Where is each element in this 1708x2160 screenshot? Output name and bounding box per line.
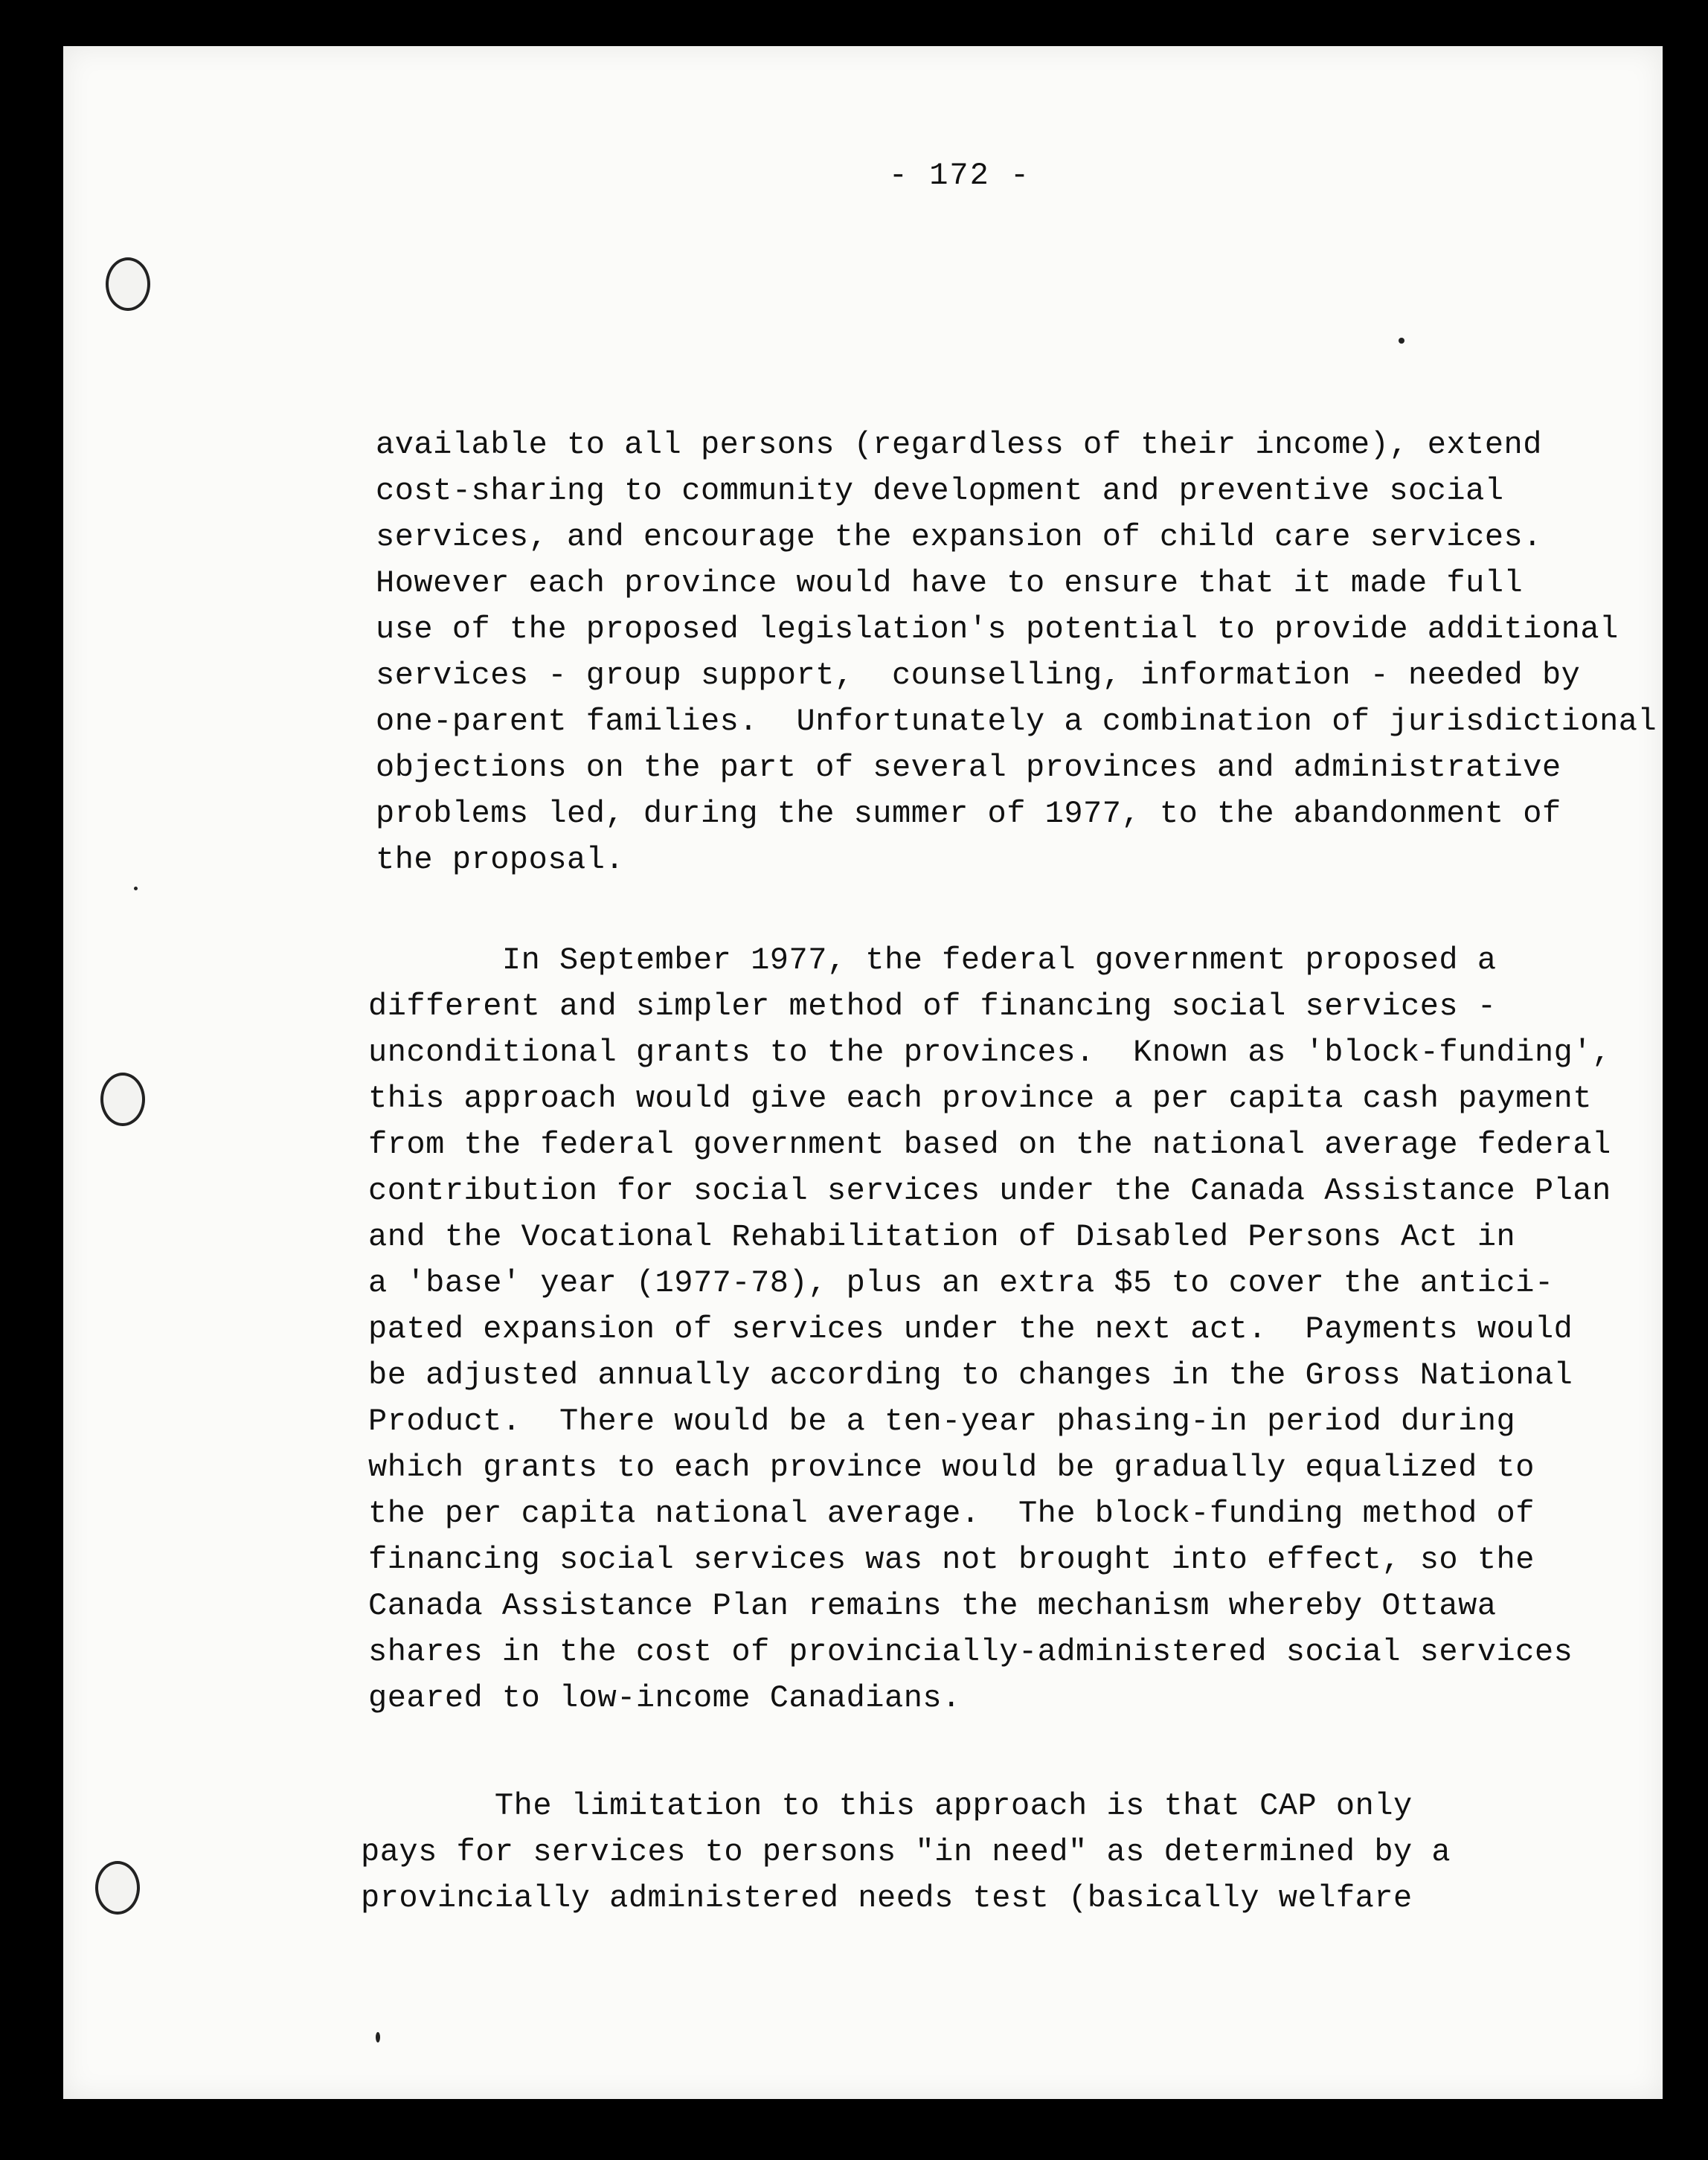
punch-hole [95, 1861, 140, 1915]
text-line: shares in the cost of provincially-administered social services [368, 1634, 1573, 1670]
text-line: be adjusted annually according to changes in the Gross National [368, 1357, 1573, 1393]
text-line: geared to low-income Canadians. [368, 1680, 961, 1716]
text-line: Canada Assistance Plan remains the mechanism whereby Ottawa [368, 1588, 1497, 1624]
text-line: pays for services to persons "in need" as determined by a [361, 1834, 1451, 1870]
document-page [63, 46, 1663, 2099]
text-line: unconditional grants to the provinces. Known as 'block-funding', [368, 1035, 1611, 1070]
text-line: services - group support, counselling, information - needed by [376, 658, 1581, 693]
text-line: contribution for social services under the Canada Assistance Plan [368, 1173, 1611, 1209]
text-line: different and simpler method of financing social services - [368, 989, 1497, 1024]
text-line: the proposal. [376, 842, 625, 878]
punch-hole [100, 1073, 145, 1126]
text-line: which grants to each province would be gradually equalized to [368, 1450, 1535, 1485]
scan-speck [1399, 338, 1404, 344]
paragraph-2 [368, 937, 1611, 1721]
text-line: However each province would have to ensure that it made full [376, 565, 1524, 601]
text-line: problems led, during the summer of 1977, to the abandonment of [376, 796, 1561, 832]
page-number: - 172 - [888, 158, 1031, 193]
text-line: and the Vocational Rehabilitation of Disabled Persons Act in [368, 1219, 1516, 1255]
text-line: one-parent families. Unfortunately a combination of jurisdictional [376, 704, 1657, 739]
text-line: available to all persons (regardless of their income), extend [376, 427, 1542, 463]
text-line: financing social services was not brought into effect, so the [368, 1542, 1535, 1578]
text-line: pated expansion of services under the next act. Payments would [368, 1311, 1573, 1347]
scan-speck [134, 887, 138, 890]
paragraph-1 [376, 422, 1657, 883]
paragraph-3 [361, 1783, 1451, 1921]
text-line: Product. There would be a ten-year phasing-in period during [368, 1404, 1516, 1439]
text-line: this approach would give each province a per capita cash payment [368, 1081, 1593, 1116]
text-line: In September 1977, the federal government proposed a [368, 942, 1497, 978]
text-line: services, and encourage the expansion of child care services. [376, 519, 1542, 555]
text-line: a 'base' year (1977-78), plus an extra $5 to cover the antici- [368, 1265, 1554, 1301]
punch-hole [106, 257, 150, 311]
text-line: use of the proposed legislation's potential to provide additional [376, 611, 1619, 647]
text-line: The limitation to this approach is that CAP only [361, 1788, 1413, 1824]
text-line: cost-sharing to community development and preventive social [376, 473, 1504, 509]
text-line: the per capita national average. The block-funding method of [368, 1496, 1535, 1531]
text-line: provincially administered needs test (basically welfare [361, 1880, 1413, 1916]
text-line: objections on the part of several provinces and administrative [376, 750, 1561, 785]
scan-speck [376, 2032, 380, 2042]
text-line: from the federal government based on the national average federal [368, 1127, 1611, 1163]
